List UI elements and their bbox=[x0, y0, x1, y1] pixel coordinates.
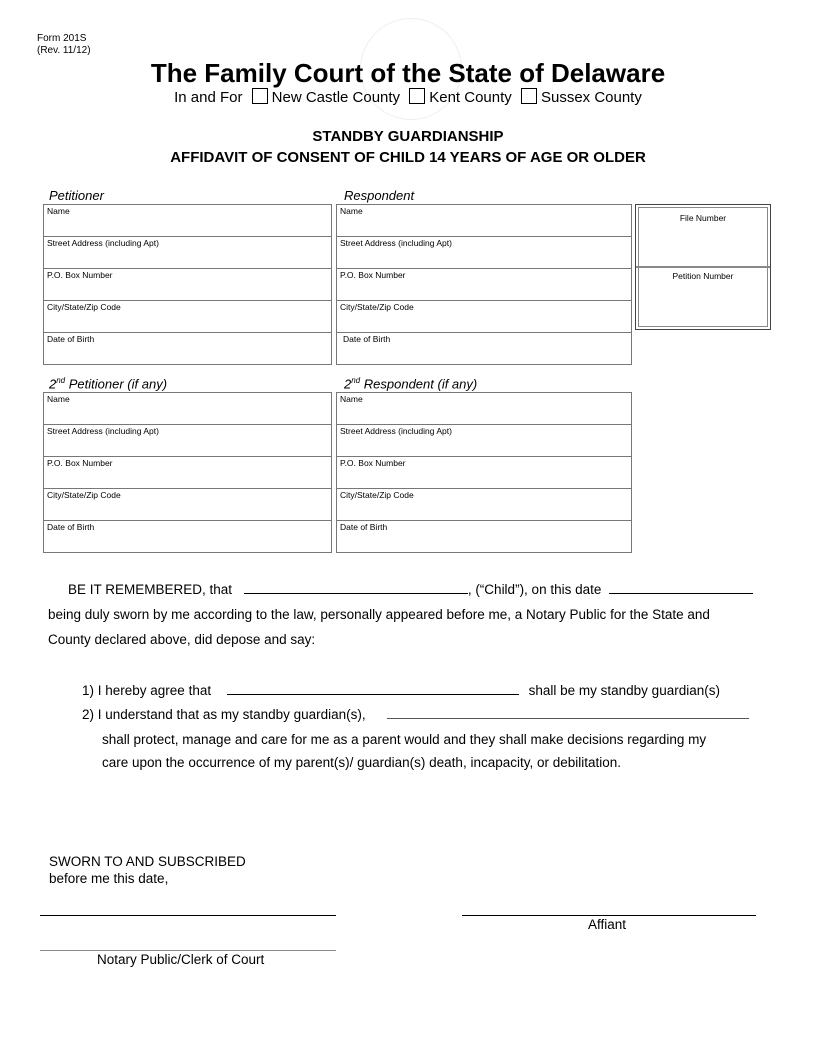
petitioner-table bbox=[43, 204, 332, 365]
sworn-heading: SWORN TO AND SUBSCRIBED bbox=[49, 854, 246, 869]
petitioner2-table bbox=[43, 392, 332, 553]
notary-signature-line[interactable] bbox=[40, 915, 336, 916]
ordinal-prefix: 2 bbox=[344, 376, 352, 392]
respondent-street-field[interactable]: Street Address (including Apt) bbox=[337, 237, 632, 269]
sworn-date: before me this date, bbox=[49, 871, 169, 886]
affiant-signature-line[interactable] bbox=[462, 915, 756, 916]
petitioner-city-field[interactable]: City/State/Zip Code bbox=[44, 301, 332, 333]
respondent-dob-field[interactable]: Date of Birth bbox=[337, 333, 632, 365]
item2-text: 2) I understand that as my standby guardian(s), bbox=[82, 707, 366, 722]
respondent-name-field[interactable]: Name bbox=[337, 205, 632, 237]
respondent-pobox-field[interactable]: P.O. Box Number bbox=[337, 269, 632, 301]
respondent2-text: Respondent (if any) bbox=[363, 376, 478, 392]
sworn-block bbox=[49, 853, 246, 887]
petitioner-pobox-field[interactable]: P.O. Box Number bbox=[44, 269, 332, 301]
item-1 bbox=[82, 679, 720, 703]
petitioner2-text: Petitioner (if any) bbox=[68, 376, 168, 392]
petition-number-field[interactable]: Petition Number bbox=[672, 271, 734, 281]
item2-line3: care upon the occurrence of my parent(s)/ guardian(s) death, incapacity, or debilitation. bbox=[102, 755, 622, 770]
kent-checkbox[interactable] bbox=[409, 88, 425, 104]
county-selector bbox=[0, 88, 816, 106]
petitioner-street-field[interactable]: Street Address (including Apt) bbox=[44, 237, 332, 269]
court-title: The Family Court of the State of Delaware bbox=[150, 58, 666, 88]
respondent2-pobox-field[interactable]: P.O. Box Number bbox=[337, 457, 632, 489]
remembered-line bbox=[68, 578, 753, 602]
form-subheading: AFFIDAVIT OF CONSENT OF CHILD 14 YEARS OF AGE OR OLDER bbox=[170, 149, 646, 166]
remembered-text: BE IT REMEMBERED, that bbox=[68, 582, 233, 597]
item-2 bbox=[82, 703, 749, 727]
respondent-label: Respondent bbox=[344, 188, 415, 203]
respondent2-label bbox=[344, 376, 477, 391]
respondent2-city-field[interactable]: City/State/Zip Code bbox=[337, 489, 632, 521]
item1-text: 1) I hereby agree that bbox=[82, 683, 212, 698]
respondent2-name-field[interactable]: Name bbox=[337, 393, 632, 425]
ordinal-prefix: 2 bbox=[49, 376, 57, 392]
form-revision: (Rev. 11/12) bbox=[37, 45, 91, 56]
sussex-label: Sussex County bbox=[540, 89, 642, 106]
petitioner2-city-field[interactable]: City/State/Zip Code bbox=[44, 489, 332, 521]
item1-tail: shall be my standby guardian(s) bbox=[528, 683, 720, 698]
form-heading: STANDBY GUARDIANSHIP bbox=[312, 128, 504, 145]
sworn-line-2: County declared above, did depose and say: bbox=[48, 632, 316, 647]
child-name-blank[interactable] bbox=[244, 579, 468, 594]
new-castle-checkbox[interactable] bbox=[252, 88, 268, 104]
in-and-for-label: In and For bbox=[174, 89, 243, 106]
petitioner-name-field[interactable]: Name bbox=[44, 205, 332, 237]
item2-line2: shall protect, manage and care for me as a parent would and they shall make decisions regarding my bbox=[102, 732, 707, 747]
respondent2-street-field[interactable]: Street Address (including Apt) bbox=[337, 425, 632, 457]
date-blank[interactable] bbox=[609, 579, 753, 594]
case-number-box bbox=[635, 204, 771, 330]
sworn-line-1: being duly sworn by me according to the law, personally appeared before me, a Notary Public for the State and bbox=[48, 607, 710, 622]
petitioner2-name-field[interactable]: Name bbox=[44, 393, 332, 425]
petitioner-dob-field[interactable]: Date of Birth bbox=[44, 333, 332, 365]
petitioner2-pobox-field[interactable]: P.O. Box Number bbox=[44, 457, 332, 489]
guardian-names-blank[interactable] bbox=[387, 704, 749, 719]
petitioner2-dob-field[interactable]: Date of Birth bbox=[44, 521, 332, 553]
respondent2-table bbox=[336, 392, 632, 553]
form-number: Form 201S bbox=[37, 33, 87, 44]
petitioner2-label bbox=[49, 376, 167, 391]
child-text: , (“Child”), on this date bbox=[467, 582, 602, 597]
form-id bbox=[37, 33, 91, 57]
file-number-field[interactable]: File Number bbox=[679, 213, 727, 223]
respondent-city-field[interactable]: City/State/Zip Code bbox=[337, 301, 632, 333]
ordinal-suffix: nd bbox=[351, 376, 361, 385]
ordinal-suffix: nd bbox=[56, 376, 66, 385]
affiant-label: Affiant bbox=[588, 917, 627, 932]
respondent-table bbox=[336, 204, 632, 365]
notary-clerk-line[interactable] bbox=[40, 950, 336, 951]
new-castle-label: New Castle County bbox=[271, 89, 401, 106]
respondent2-dob-field[interactable]: Date of Birth bbox=[337, 521, 632, 553]
petitioner2-street-field[interactable]: Street Address (including Apt) bbox=[44, 425, 332, 457]
kent-label: Kent County bbox=[429, 89, 512, 106]
guardian-name-blank[interactable] bbox=[227, 680, 519, 695]
case-box-divider bbox=[636, 266, 770, 268]
notary-label: Notary Public/Clerk of Court bbox=[97, 952, 265, 967]
petitioner-label: Petitioner bbox=[49, 188, 104, 203]
sussex-checkbox[interactable] bbox=[521, 88, 537, 104]
